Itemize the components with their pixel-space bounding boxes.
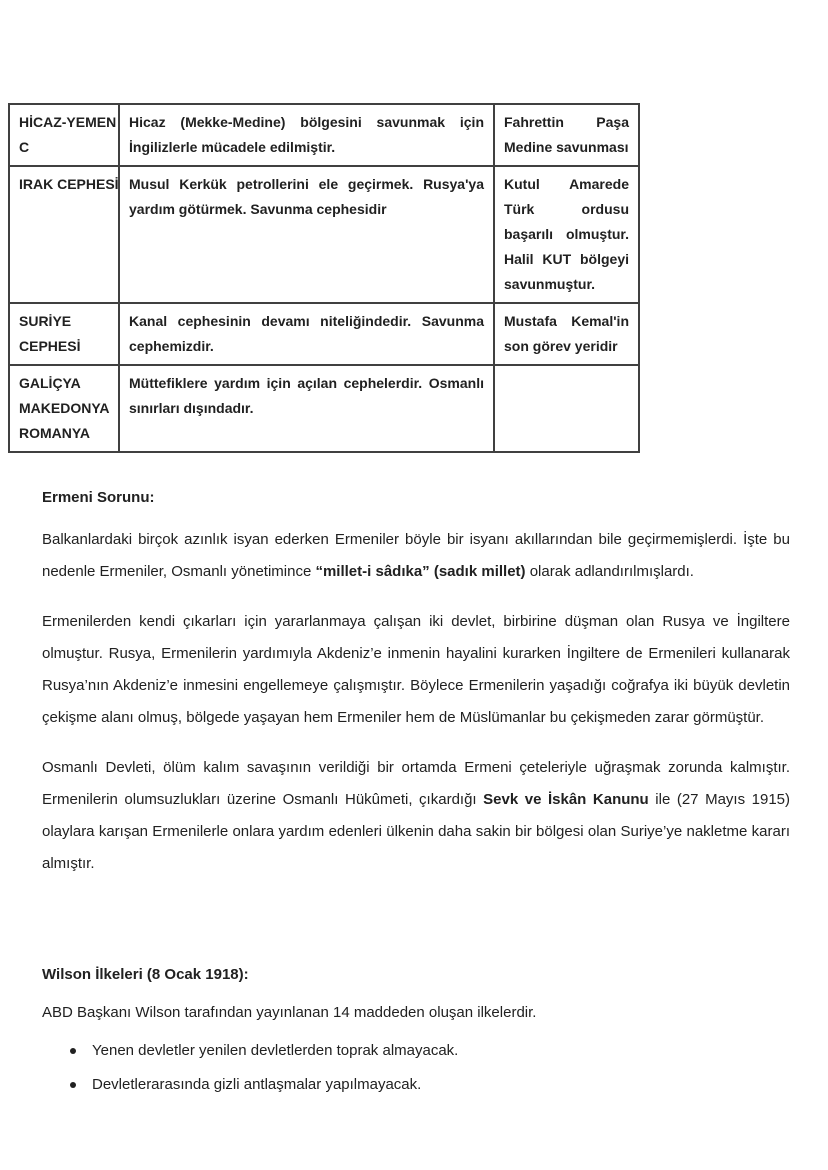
list-item: [42, 1039, 790, 1063]
list-item-text: Yenen devletler yenilen devletlerden toprak almayacak.: [92, 1042, 459, 1059]
front-name-line: GALİÇYA: [19, 375, 81, 391]
paragraph-text: Balkanlardaki birçok azınlık isyan ederken Ermeniler böyle bir isyanı akıllarından bile geçirmemişlerdi. İşte bu nedenle Ermeniler, Osmanlı yönetimince: [42, 531, 790, 580]
front-note-text: Türk ordusu başarılı olmuştur.: [504, 201, 629, 242]
paragraph-sevk-ve-iskan: [42, 752, 790, 880]
paragraph-text: olarak adlandırılmışlardı.: [525, 563, 694, 580]
front-description-text: Hicaz (Mekke-Medine) bölgesini savunmak için İngilizlerle mücadele edilmiştir.: [129, 114, 484, 155]
front-note-text: Fahrettin Paşa Medine savunması: [504, 114, 629, 155]
front-name-line: ROMANYA: [19, 425, 91, 441]
section-heading-wilson-ilkeleri: Wilson İlkeleri (8 Ocak 1918):: [42, 966, 249, 983]
front-description-text: Kanal cephesinin devamı niteliğindedir. Savunma cephemizdir.: [129, 313, 484, 354]
front-name-line: HİCAZ-YEMEN: [19, 114, 117, 130]
paragraph-bold-text: “millet-i sâdıka” (sadık millet): [315, 563, 526, 580]
front-note-text: bölgeyi savunmuştur.: [504, 251, 629, 292]
bullet-icon: [70, 1082, 76, 1088]
section-heading-ermeni-sorunu: Ermeni Sorunu:: [42, 489, 155, 506]
front-name-line: CEPHESİ: [19, 338, 81, 354]
front-note-text: Kutul Amarede: [504, 176, 629, 192]
paragraph-rusya-ingiltere: [42, 606, 790, 734]
front-description-text: Musul Kerkük petrollerini ele geçirmek. Rusya'ya yardım götürmek. Savunma cephesidir: [129, 176, 484, 217]
front-name-cell: [9, 166, 119, 303]
bullet-icon: [70, 1048, 76, 1054]
front-name-cell: [9, 303, 119, 365]
fronts-table: [8, 103, 640, 453]
wilson-principles-list: [42, 1039, 790, 1097]
front-description-cell: [119, 104, 494, 166]
front-note-cell: [494, 166, 639, 303]
list-item-text: Devletlerarasında gizli antlaşmalar yapılmayacak.: [92, 1076, 422, 1093]
table-row-galicya: [9, 365, 639, 452]
paragraph-text: ile (27 Mayıs 1915) olaylara karışan Ermenilerle onlara yardım edenleri ülkenin daha sakin bir bölgesi olan Suriye’ye nakletme kararı almıştır.: [42, 791, 790, 872]
front-note-cell-empty: [494, 365, 639, 452]
paragraph-millet-i-sadika: [42, 524, 790, 588]
front-name-line: IRAK CEPHESİ: [19, 176, 119, 192]
front-description-cell: [119, 365, 494, 452]
front-name-cell: [9, 104, 119, 166]
paragraph-bold-text: Sevk ve İskân Kanunu: [483, 791, 649, 808]
front-note-cell: [494, 303, 639, 365]
front-description-cell: [119, 166, 494, 303]
table-row-hicaz-yemen: [9, 104, 639, 166]
table-row-irak: [9, 166, 639, 303]
front-note-text: Halil KUT: [504, 251, 572, 267]
front-name-cell: [9, 365, 119, 452]
table-row-suriye: [9, 303, 639, 365]
front-note-text: Mustafa Kemal'in son görev yeridir: [504, 313, 629, 354]
paragraph-text: Osmanlı Devleti, ölüm kalım savaşının verildiği bir ortamda Ermeni çeteleriyle uğraşmak zorunda kalmıştır. Ermenilerin olumsuzlukları üzerine Osmanlı Hükûmeti, çıkardığı: [42, 759, 790, 808]
front-name-line: SURİYE: [19, 313, 72, 329]
front-name-line: C: [19, 139, 30, 155]
article-body: [42, 489, 790, 1097]
front-description-cell: [119, 303, 494, 365]
wilson-intro-paragraph: ABD Başkanı Wilson tarafından yayınlanan 14 maddeden oluşan ilkelerdir.: [42, 1004, 537, 1021]
paragraph-text: Ermenilerden kendi çıkarları için yararlanmaya çalışan iki devlet, birbirine düşman olan Rusya ve İngiltere olmuştur. Rusya, Ermenilerin yardımıyla Akdeniz’e inmenin hayalini kurarken İngiltere de Ermenileri kullanarak Rusya’nın Akdeniz’e inmesini engellemeye çalışmıştır. Böylece Ermenilerin yaşadığı coğrafya iki büyük devletin çekişme alanı olmuş, bölgede yaşayan hem Ermeniler hem de Müslümanlar bu çekişmeden zarar görmüştür.: [42, 613, 790, 726]
front-name-line: MAKEDONYA: [19, 400, 110, 416]
front-description-text: Müttefiklere yardım için açılan cephelerdir. Osmanlı sınırları dışındadır.: [129, 375, 484, 416]
front-note-cell: [494, 104, 639, 166]
list-item: [42, 1073, 790, 1097]
